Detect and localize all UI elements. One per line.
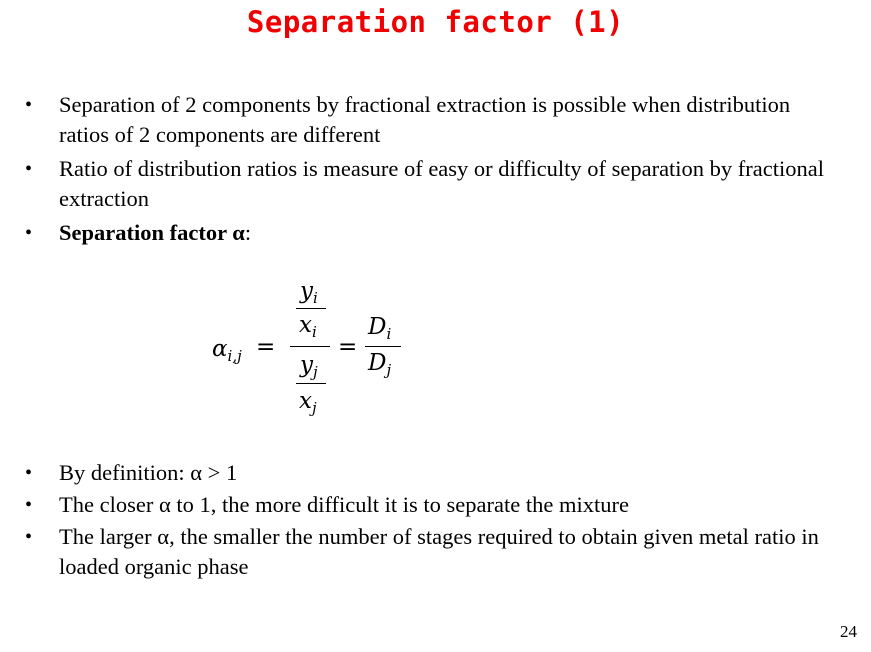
bullet-bold-text: Separation factor α xyxy=(59,220,245,245)
bullet-text: By definition: α > 1 xyxy=(59,460,238,485)
formula-rhs-numerator: $D_i$ xyxy=(368,314,392,343)
formula-equals-1: = xyxy=(256,334,276,360)
separation-factor-formula xyxy=(200,272,440,432)
bullet-text: The closer α to 1, the more difficult it is to separate the mixture xyxy=(59,492,629,517)
formula-rhs-fraction-bar xyxy=(365,346,401,347)
formula-rhs-denominator: $D_j$ xyxy=(368,350,392,379)
bullet-text: The larger α, the smaller the number of stages required to obtain given metal ratio in loaded organic phase xyxy=(59,524,819,579)
formula-inner-top-denominator: $x_i$ xyxy=(299,312,317,341)
bullet-text: Ratio of distribution ratios is measure of easy or difficulty of separation by fractional extraction xyxy=(59,156,825,211)
bullet-text: Separation of 2 components by fractional extraction is possible when distribution ratios of 2 components are different xyxy=(59,92,791,147)
formula-inner-bottom-numerator: $y_j$ xyxy=(300,352,318,381)
bullet-suffix: : xyxy=(244,220,252,245)
bullet-item xyxy=(0,522,871,582)
bullet-item xyxy=(0,218,871,248)
formula-lhs xyxy=(212,338,242,364)
formula-equals-2: = xyxy=(338,334,358,360)
bullet-item xyxy=(0,458,871,488)
bullet-item xyxy=(0,154,871,214)
formula-inner-bottom-bar xyxy=(296,383,326,384)
formula-lhs-subscript: i,j xyxy=(227,347,242,365)
slide-title: Separation factor (1) xyxy=(246,5,625,39)
formula-inner-top-numerator: $y_i$ xyxy=(300,278,318,307)
bullet-dot-icon: • xyxy=(25,526,33,548)
formula-inner-bottom-denominator: $x_j$ xyxy=(299,388,317,417)
bullet-dot-icon: • xyxy=(25,462,33,484)
bullet-item xyxy=(0,490,871,520)
formula-inner-top-bar xyxy=(296,308,326,309)
bullet-list-top xyxy=(0,90,871,252)
bullet-dot-icon: • xyxy=(25,222,33,244)
bullet-dot-icon: • xyxy=(25,94,33,116)
bullet-item xyxy=(0,90,871,150)
bullet-dot-icon: • xyxy=(25,494,33,516)
page-number: 24 xyxy=(840,622,857,641)
bullet-dot-icon: • xyxy=(25,158,33,180)
formula-main-fraction-bar xyxy=(290,346,330,347)
bullet-list-bottom xyxy=(0,458,871,584)
formula-alpha: α xyxy=(212,336,228,362)
